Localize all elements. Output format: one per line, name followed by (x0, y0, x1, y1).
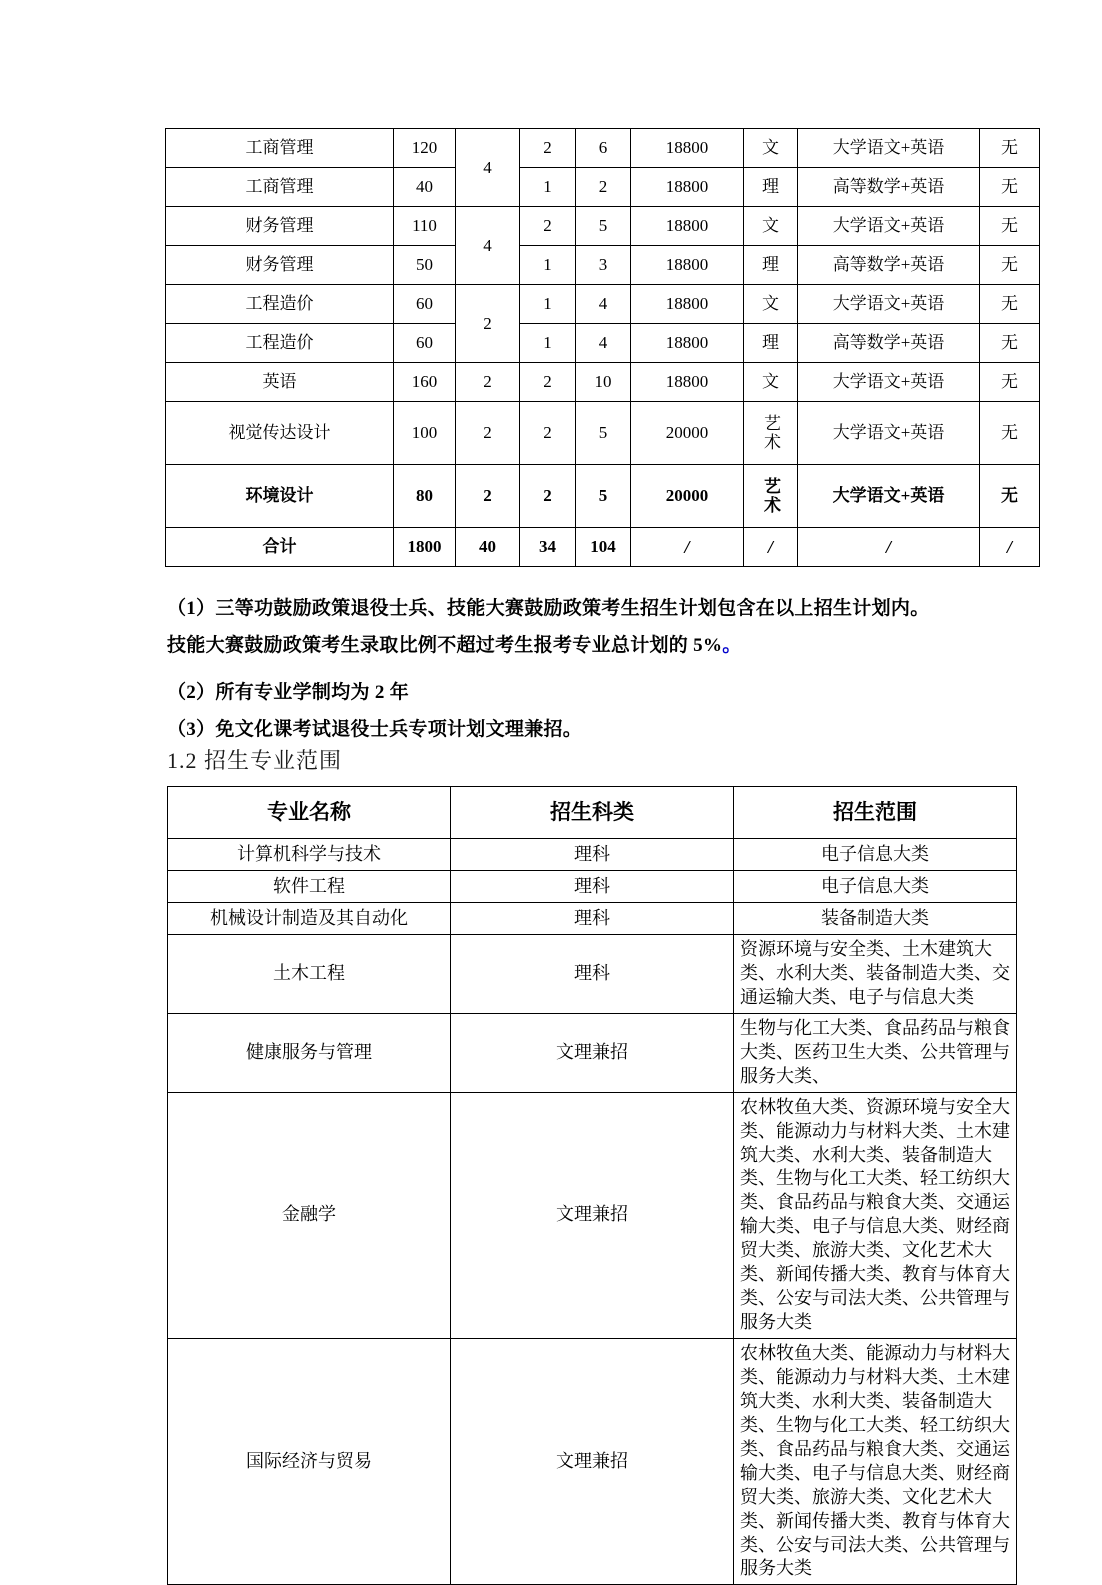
cell-quota: 60 (394, 285, 456, 324)
cell-exam-subjects: 高等数学+英语 (798, 324, 980, 363)
table-row (168, 935, 1017, 1014)
cell-subject-category: 文 (744, 129, 798, 168)
cell-extra-requirement: 无 (980, 246, 1040, 285)
cell-extra-requirement: 无 (980, 402, 1040, 465)
cell-quota: 60 (394, 324, 456, 363)
column-header-major-name: 专业名称 (168, 787, 451, 839)
cell-column-c: 2 (520, 363, 576, 402)
cell-subject-category: 理 (744, 168, 798, 207)
cell-admission-range: 农林牧鱼大类、能源动力与材料大类、能源动力与材料大类、土木建筑大类、水利大类、装备制造大类、生物与化工大类、轻工纺织大类、食品药品与粮食大类、交通运输大类、电子与信息大类、财经商贸大类、旅游大类、文化艺术大类、新闻传播大类、教育与体育大类、公安与司法大类、公共管理与服务大类 (734, 1339, 1017, 1585)
cell-subject-category-text: 艺术 (761, 414, 780, 452)
cell-subject-category: 理 (744, 246, 798, 285)
cell-admission-category: 文理兼招 (451, 1092, 734, 1338)
cell-tuition-fee: 18800 (631, 324, 744, 363)
cell-admission-category: 文理兼招 (451, 1339, 734, 1585)
cell-exam-subjects: 大学语文+英语 (798, 465, 980, 528)
cell-subject-category: 理 (744, 324, 798, 363)
cell-admission-range: 资源环境与安全类、土木建筑大类、水利大类、装备制造大类、交通运输大类、电子与信息大类 (734, 935, 1017, 1014)
cell-admission-category: 文理兼招 (451, 1013, 734, 1092)
section-heading-1-2: 1.2 招生专业范围 (167, 748, 343, 773)
cell-column-c: 1 (520, 285, 576, 324)
cell-class-count: 4 (456, 129, 520, 207)
cell-quota: 120 (394, 129, 456, 168)
column-header-admission-category: 招生科类 (451, 787, 734, 839)
cell-exam-subjects: 大学语文+英语 (798, 402, 980, 465)
cell-subject-category-text: 艺术 (761, 477, 780, 515)
table-row (166, 168, 1040, 207)
cell-extra-requirement: 无 (980, 129, 1040, 168)
table-row (168, 903, 1017, 935)
cell-subject-category: 文 (744, 207, 798, 246)
cell-quota: 50 (394, 246, 456, 285)
cell-subject-category (744, 402, 798, 465)
cell-major-name: 英语 (166, 363, 394, 402)
cell-column-d: 5 (576, 402, 631, 465)
cell-admission-range: 电子信息大类 (734, 871, 1017, 903)
cell-extra-requirement: 无 (980, 168, 1040, 207)
cell-tuition-fee: 18800 (631, 246, 744, 285)
cell-major-name: 财务管理 (166, 246, 394, 285)
cell-admission-range: 生物与化工大类、食品药品与粮食大类、医药卫生大类、公共管理与服务大类、 (734, 1013, 1017, 1092)
cell-column-d: 2 (576, 168, 631, 207)
table-row (166, 465, 1040, 528)
cell-extra-requirement: 无 (980, 465, 1040, 528)
cell-column-c: 2 (520, 465, 576, 528)
cell-major-name: 工商管理 (166, 168, 394, 207)
cell-column-c: 2 (520, 129, 576, 168)
cell-column-c: 1 (520, 168, 576, 207)
table-row (166, 246, 1040, 285)
table-row (166, 207, 1040, 246)
cell-tuition-fee: / (631, 528, 744, 567)
cell-major-name: 计算机科学与技术 (168, 839, 451, 871)
table-row (168, 1013, 1017, 1092)
cell-exam-subjects: / (798, 528, 980, 567)
cell-extra-requirement: 无 (980, 207, 1040, 246)
cell-exam-subjects: 大学语文+英语 (798, 285, 980, 324)
column-header-admission-range: 招生范围 (734, 787, 1017, 839)
cell-subject-category: 文 (744, 285, 798, 324)
cell-column-d: 10 (576, 363, 631, 402)
cell-class-count: 40 (456, 528, 520, 567)
note-item-3: （3）免文化课考试退役士兵专项计划文理兼招。 (167, 719, 583, 741)
cell-major-name: 健康服务与管理 (168, 1013, 451, 1092)
admission-scope-table (167, 786, 1017, 1585)
cell-major-name: 合计 (166, 528, 394, 567)
cell-quota: 100 (394, 402, 456, 465)
cell-subject-category: 文 (744, 363, 798, 402)
table-row (166, 528, 1040, 567)
cell-subject-category (744, 465, 798, 528)
cell-subject-category-wrap (745, 467, 796, 525)
cell-subject-category-wrap (745, 404, 796, 462)
cell-major-name: 视觉传达设计 (166, 402, 394, 465)
cell-extra-requirement: / (980, 528, 1040, 567)
table-row (168, 1092, 1017, 1338)
cell-quota: 40 (394, 168, 456, 207)
cell-column-d: 5 (576, 465, 631, 528)
table-row (166, 324, 1040, 363)
cell-tuition-fee: 18800 (631, 363, 744, 402)
cell-extra-requirement: 无 (980, 285, 1040, 324)
notes-block (167, 590, 997, 748)
cell-subject-category: / (744, 528, 798, 567)
cell-class-count: 2 (456, 363, 520, 402)
cell-column-c: 1 (520, 246, 576, 285)
cell-major-name: 工商管理 (166, 129, 394, 168)
cell-admission-range: 农林牧鱼大类、资源环境与安全大类、能源动力与材料大类、土木建筑大类、水利大类、装备制造大类、生物与化工大类、轻工纺织大类、食品药品与粮食大类、交通运输大类、电子与信息大类、财经商贸大类、旅游大类、文化艺术大类、新闻传播大类、教育与体育大类、公安与司法大类、公共管理与服务大类 (734, 1092, 1017, 1338)
cell-column-c: 2 (520, 402, 576, 465)
cell-tuition-fee: 20000 (631, 402, 744, 465)
cell-major-name: 土木工程 (168, 935, 451, 1014)
note-item-1-line-2 (167, 627, 997, 664)
cell-column-d: 4 (576, 324, 631, 363)
cell-column-d: 104 (576, 528, 631, 567)
table-row (166, 402, 1040, 465)
cell-major-name: 工程造价 (166, 285, 394, 324)
cell-admission-category: 理科 (451, 871, 734, 903)
enrollment-plan-table (165, 128, 1040, 567)
cell-tuition-fee: 20000 (631, 465, 744, 528)
cell-admission-category: 理科 (451, 935, 734, 1014)
cell-column-c: 34 (520, 528, 576, 567)
cell-exam-subjects: 高等数学+英语 (798, 246, 980, 285)
cell-quota: 160 (394, 363, 456, 402)
cell-class-count: 4 (456, 207, 520, 285)
note-spacer (167, 664, 997, 674)
cell-quota: 80 (394, 465, 456, 528)
cell-admission-category: 理科 (451, 839, 734, 871)
cell-major-name: 金融学 (168, 1092, 451, 1338)
note-item-1-line-2-text: 技能大赛鼓励政策考生录取比例不超过考生报考专业总计划的 5% (167, 635, 723, 657)
cell-major-name: 国际经济与贸易 (168, 1339, 451, 1585)
cell-exam-subjects: 大学语文+英语 (798, 363, 980, 402)
cell-major-name: 工程造价 (166, 324, 394, 363)
note-item-2: （2）所有专业学制均为 2 年 (167, 682, 410, 704)
cell-column-d: 5 (576, 207, 631, 246)
cell-major-name: 机械设计制造及其自动化 (168, 903, 451, 935)
cell-exam-subjects: 大学语文+英语 (798, 129, 980, 168)
cell-class-count: 2 (456, 402, 520, 465)
cell-major-name: 软件工程 (168, 871, 451, 903)
cell-exam-subjects: 高等数学+英语 (798, 168, 980, 207)
note-item-1-period: 。 (722, 635, 742, 657)
cell-quota: 110 (394, 207, 456, 246)
cell-tuition-fee: 18800 (631, 168, 744, 207)
cell-admission-category: 理科 (451, 903, 734, 935)
table-row (166, 285, 1040, 324)
cell-major-name: 环境设计 (166, 465, 394, 528)
cell-column-d: 4 (576, 285, 631, 324)
table-row (166, 129, 1040, 168)
cell-class-count: 2 (456, 285, 520, 363)
table-row (168, 871, 1017, 903)
table-row (168, 1339, 1017, 1585)
cell-column-c: 2 (520, 207, 576, 246)
cell-admission-range: 装备制造大类 (734, 903, 1017, 935)
cell-exam-subjects: 大学语文+英语 (798, 207, 980, 246)
cell-column-c: 1 (520, 324, 576, 363)
cell-extra-requirement: 无 (980, 363, 1040, 402)
cell-tuition-fee: 18800 (631, 129, 744, 168)
note-item-1-line-1: （1）三等功鼓励政策退役士兵、技能大赛鼓励政策考生招生计划包含在以上招生计划内。 (167, 598, 930, 619)
cell-extra-requirement: 无 (980, 324, 1040, 363)
cell-class-count: 2 (456, 465, 520, 528)
table-header-row (168, 787, 1017, 839)
cell-column-d: 6 (576, 129, 631, 168)
cell-admission-range: 电子信息大类 (734, 839, 1017, 871)
cell-column-d: 3 (576, 246, 631, 285)
cell-tuition-fee: 18800 (631, 207, 744, 246)
cell-tuition-fee: 18800 (631, 285, 744, 324)
table-row (168, 839, 1017, 871)
cell-major-name: 财务管理 (166, 207, 394, 246)
cell-quota: 1800 (394, 528, 456, 567)
table-row (166, 363, 1040, 402)
